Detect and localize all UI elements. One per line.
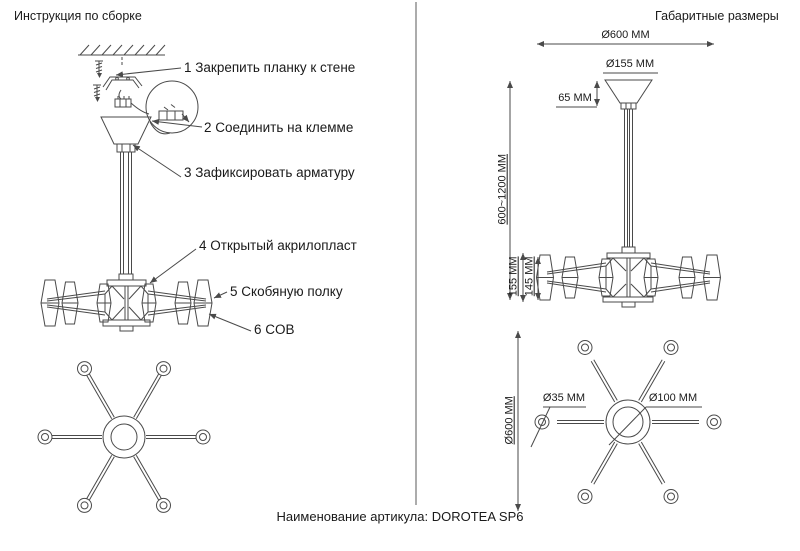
- dim-arm-tip-diameter: Ø35 ММ: [542, 392, 586, 404]
- dim-canopy-height: 65 ММ: [558, 92, 592, 104]
- left-panel-title: Инструкция по сборке: [14, 9, 142, 23]
- dim-hub-diameter: Ø100 ММ: [648, 392, 698, 404]
- step-label-6: 6 COB: [254, 322, 295, 337]
- chandelier-top-view-left: [38, 362, 210, 513]
- step-label-3: 3 Зафиксировать арматуру: [184, 165, 355, 180]
- terminal-wiring: [115, 90, 149, 114]
- dim-canopy-diameter: Ø155 ММ: [605, 58, 655, 70]
- stem-right: [622, 109, 635, 253]
- canopy-right: [605, 80, 652, 109]
- chandelier-side-view-right: [537, 253, 721, 307]
- article-name-footer: Наименование артикула: DOROTEA SP6: [276, 509, 524, 524]
- dim-body-height-outer: 155 ММ: [507, 256, 520, 297]
- dim-overall-diameter-bottom: Ø600 ММ: [503, 396, 516, 445]
- ceiling-symbol: [78, 45, 165, 67]
- mounting-screws-icon: [93, 61, 103, 102]
- dim-body-height-inner: 145 ММ: [523, 256, 536, 297]
- chandelier-top-view-right: [535, 341, 721, 504]
- step-label-2: 2 Соединить на клемме: [204, 120, 354, 135]
- step-label-5: 5 Скобяную полку: [230, 284, 343, 299]
- stem-left: [119, 152, 133, 280]
- chandelier-side-view-left: [41, 280, 212, 331]
- dim-overall-diameter-top: Ø600 ММ: [601, 29, 650, 41]
- right-panel-title: Габаритные размеры: [655, 9, 779, 23]
- step-label-4: 4 Открытый акрилопласт: [199, 238, 357, 253]
- canopy-left: [101, 117, 151, 152]
- dim-suspension-height: 600~1200 ММ: [496, 154, 509, 225]
- mounting-bracket: [103, 77, 142, 90]
- step-label-1: 1 Закрепить планку к стене: [184, 60, 356, 75]
